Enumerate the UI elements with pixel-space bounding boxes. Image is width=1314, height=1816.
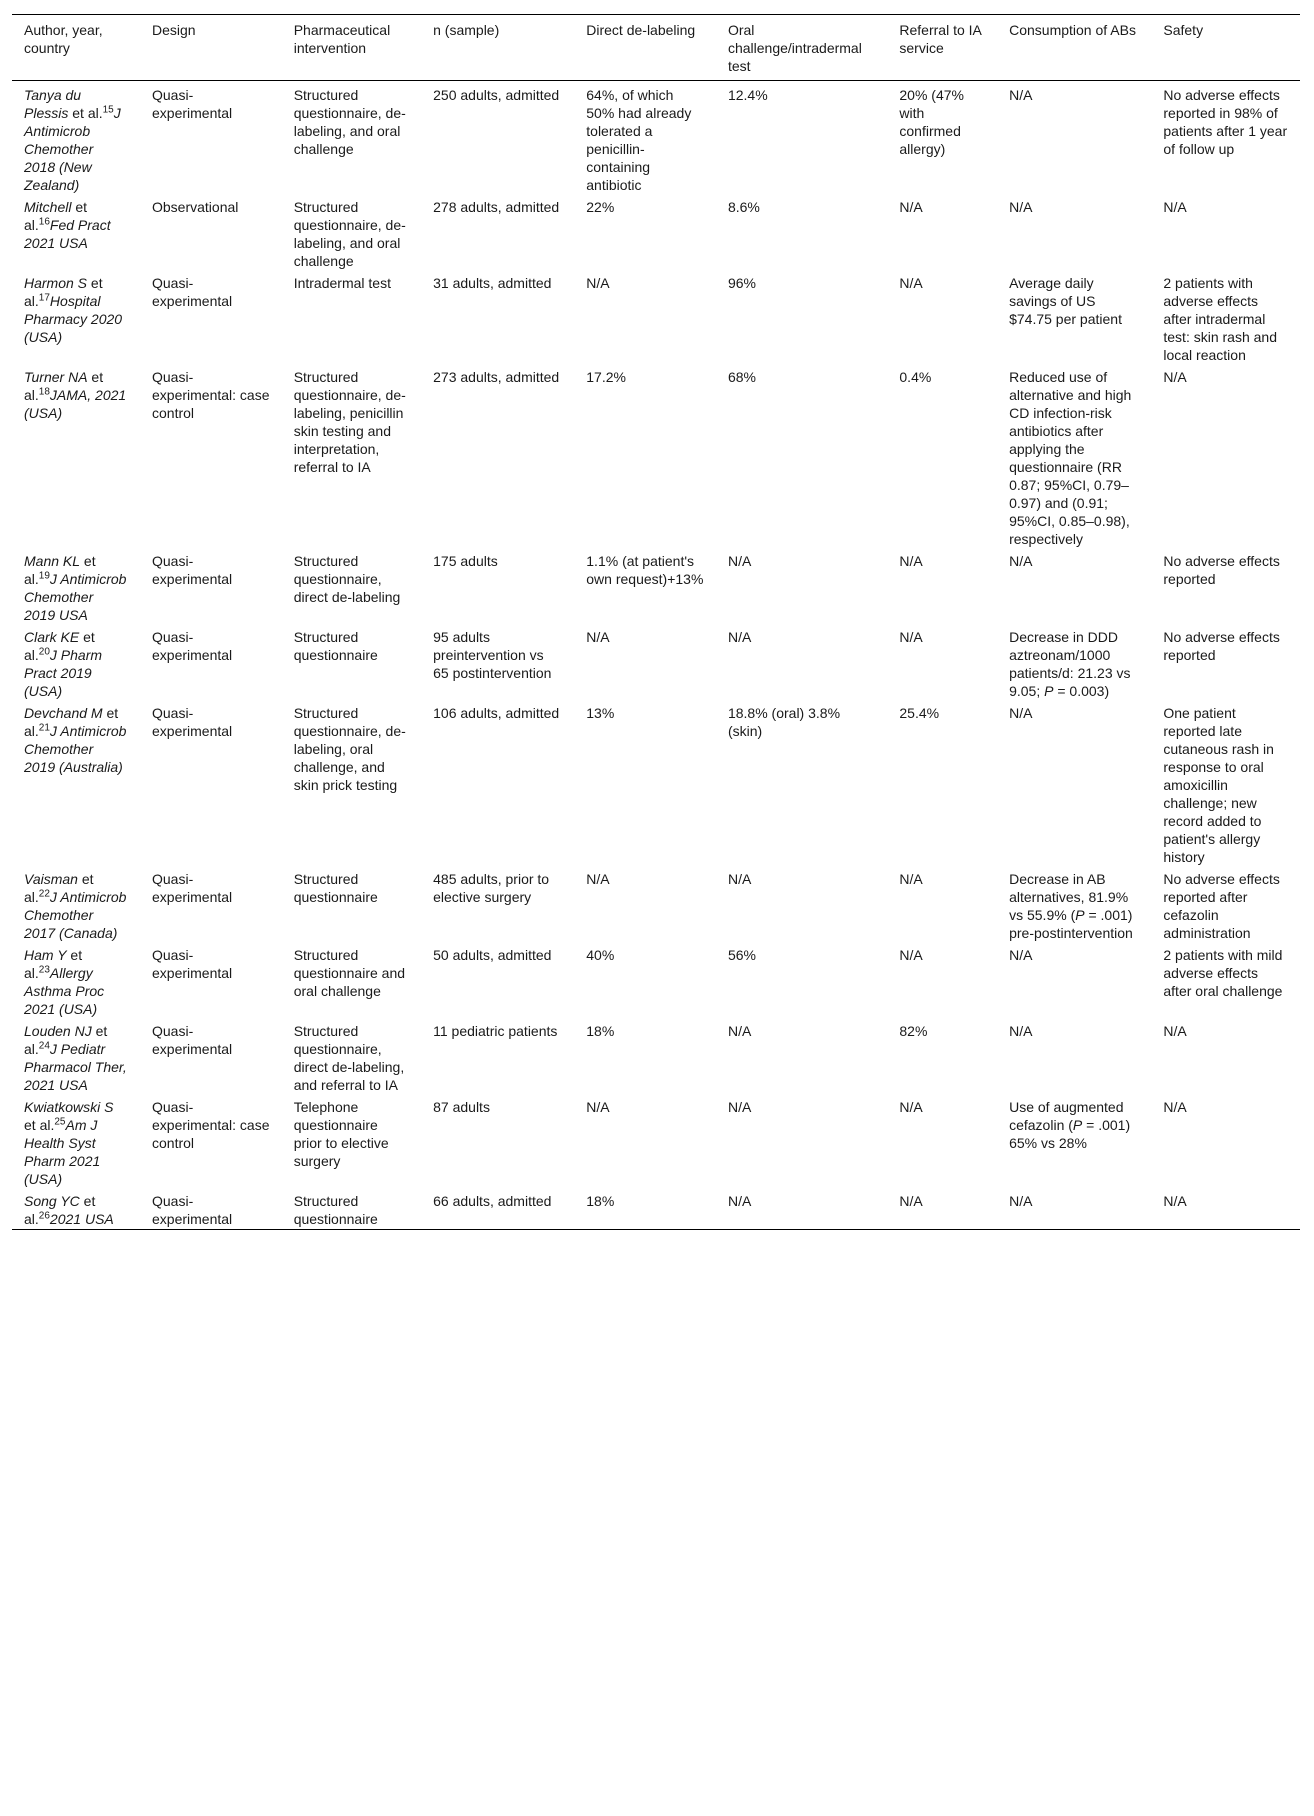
- author-name: Mitchell: [24, 199, 72, 215]
- challenge-cell: 96%: [727, 275, 756, 291]
- consumption-text: Decrease in AB alternatives, 81.9% vs 55.9% (: [1009, 871, 1129, 923]
- safety-cell: N/A: [1163, 1023, 1187, 1039]
- delabeling-cell: 64%, of which 50% had already tolerated a penicillin-containing antibiotic: [586, 87, 692, 193]
- consumption-cell: [997, 867, 1151, 943]
- journal: J Pharm Pract 2019 (USA): [24, 647, 103, 699]
- table-row: [12, 81, 1300, 196]
- referral-cell: N/A: [899, 947, 923, 963]
- table-row: [12, 867, 1300, 943]
- table-row: [12, 271, 1300, 365]
- reference-number: 16: [38, 216, 50, 228]
- delabeling-cell: N/A: [586, 275, 610, 291]
- author-name: Song YC: [24, 1193, 80, 1209]
- intervention-cell: Structured questionnaire: [293, 871, 378, 905]
- consumption-cell: N/A: [1009, 1193, 1033, 1209]
- referral-cell: N/A: [899, 275, 923, 291]
- referral-cell: N/A: [899, 1193, 923, 1209]
- header-intervention: Pharmaceutical intervention: [293, 22, 391, 56]
- journal: 2021 USA: [49, 1211, 114, 1227]
- sample-cell: 87 adults: [433, 1099, 490, 1115]
- intervention-cell: Telephone questionnaire prior to elective surgery: [293, 1099, 389, 1169]
- sample-cell: 250 adults, admitted: [433, 87, 560, 103]
- referral-cell: N/A: [899, 629, 923, 645]
- delabeling-cell: N/A: [586, 1099, 610, 1115]
- consumption-cell: N/A: [1009, 87, 1033, 103]
- consumption-cell: Reduced use of alternative and high CD infection-risk antibiotics after applying the questionnaire (RR 0.87; 95%CI, 0.79–0.97) and (0.91; 95%CI, 0.85–0.98), respectively: [1009, 369, 1132, 547]
- table-row: [12, 549, 1300, 625]
- studies-table: [12, 14, 1300, 1230]
- table-row: [12, 1019, 1300, 1095]
- intervention-cell: Structured questionnaire and oral challenge: [293, 947, 406, 999]
- journal: Hospital Pharmacy 2020 (USA): [24, 293, 123, 345]
- sample-cell: 11 pediatric patients: [433, 1023, 558, 1039]
- table-row: [12, 365, 1300, 549]
- delabeling-cell: N/A: [586, 871, 610, 887]
- header-design: Design: [152, 22, 196, 38]
- header-consumption: Consumption of ABs: [1009, 22, 1136, 38]
- sample-cell: 273 adults, admitted: [433, 369, 560, 385]
- reference-number: 22: [38, 888, 50, 900]
- author-cell: Vaisman et al.$^{22}$J Antimicrob Chemother 2017 (Canada): [24, 871, 127, 941]
- reference-number: 23: [38, 964, 50, 976]
- safety-cell: 2 patients with adverse effects after intradermal test: skin rash and local reaction: [1163, 275, 1277, 363]
- safety-cell: 2 patients with mild adverse effects after oral challenge: [1163, 947, 1283, 999]
- sample-cell: 31 adults, admitted: [433, 275, 552, 291]
- sample-cell: 485 adults, prior to elective surgery: [433, 871, 550, 905]
- safety-cell: N/A: [1163, 369, 1187, 385]
- safety-cell: N/A: [1163, 1193, 1187, 1209]
- sample-cell: 50 adults, admitted: [433, 947, 552, 963]
- consumption-cell: N/A: [1009, 1023, 1033, 1039]
- intervention-cell: Structured questionnaire: [293, 629, 378, 663]
- table-row: [12, 1095, 1300, 1189]
- reference-number: 15: [102, 104, 114, 116]
- design-cell: Observational: [152, 199, 239, 215]
- table-body: [12, 81, 1300, 1230]
- journal: JAMA, 2021 (USA): [24, 387, 127, 421]
- challenge-cell: 12.4%: [727, 87, 768, 103]
- reference-number: 26: [38, 1210, 50, 1222]
- author-name: Kwiatkowski S: [24, 1099, 114, 1115]
- table-row: [12, 943, 1300, 1019]
- safety-cell: No adverse effects reported: [1163, 553, 1280, 587]
- challenge-cell: 68%: [727, 369, 756, 385]
- header-referral: Referral to IA service: [899, 22, 982, 56]
- safety-cell: No adverse effects reported in 98% of patients after 1 year of follow up: [1163, 87, 1288, 157]
- intervention-cell: Structured questionnaire, de-labeling, and oral challenge: [293, 87, 406, 157]
- sample-cell: 106 adults, admitted: [433, 705, 560, 721]
- author-cell: Mann KL et al.$^{19}$J Antimicrob Chemother 2019 USA: [24, 553, 127, 623]
- design-cell: Quasi-experimental: [152, 87, 233, 121]
- intervention-cell: Structured questionnaire: [293, 1193, 378, 1227]
- author-name: Ham Y: [24, 947, 67, 963]
- consumption-cell: [997, 1095, 1151, 1189]
- reference-number: 20: [38, 646, 50, 658]
- design-cell: Quasi-experimental: case control: [152, 369, 270, 421]
- header-row: [12, 15, 1300, 81]
- header-safety: Safety: [1163, 22, 1204, 38]
- referral-cell: N/A: [899, 871, 923, 887]
- referral-cell: 0.4%: [899, 369, 932, 385]
- referral-cell: 82%: [899, 1023, 928, 1039]
- referral-cell: N/A: [899, 1099, 923, 1115]
- safety-cell: No adverse effects reported: [1163, 629, 1280, 663]
- sample-cell: 95 adults preintervention vs 65 postintervention: [433, 629, 552, 681]
- design-cell: Quasi-experimental: case control: [152, 1099, 270, 1151]
- challenge-cell: 8.6%: [727, 199, 760, 215]
- delabeling-cell: 17.2%: [586, 369, 626, 385]
- consumption-cell: N/A: [1009, 553, 1033, 569]
- challenge-cell: N/A: [727, 553, 752, 569]
- author-cell: Devchand M et al.$^{21}$J Antimicrob Chemother 2019 (Australia): [24, 705, 127, 775]
- reference-number: 21: [38, 722, 50, 734]
- delabeling-cell: 40%: [586, 947, 615, 963]
- author-name: Louden NJ: [24, 1023, 92, 1039]
- author-cell: Tanya du Plessis et al.$^{15}$J Antimicrob Chemother 2018 (New Zealand): [24, 87, 121, 193]
- consumption-text: = .001) pre-postintervention: [1009, 907, 1133, 941]
- consumption-cell: N/A: [1009, 947, 1033, 963]
- safety-cell: N/A: [1163, 199, 1187, 215]
- reference-number: 19: [38, 570, 50, 582]
- challenge-cell: N/A: [727, 1023, 752, 1039]
- delabeling-cell: 22%: [586, 199, 615, 215]
- journal: J Pediatr Pharmacol Ther, 2021 USA: [24, 1041, 127, 1093]
- table-row: [12, 701, 1300, 867]
- consumption-cell: N/A: [1009, 199, 1033, 215]
- design-cell: Quasi-experimental: [152, 1023, 233, 1057]
- intervention-cell: Structured questionnaire, de-labeling, penicillin skin testing and interpretation, referral to IA: [293, 369, 406, 475]
- header-challenge: Oral challenge/intradermal test: [727, 22, 862, 74]
- intervention-cell: Structured questionnaire, direct de-labeling, and referral to IA: [293, 1023, 405, 1093]
- table-row: [12, 625, 1300, 701]
- challenge-cell: 18.8% (oral) 3.8% (skin): [727, 705, 841, 739]
- header-sample: n (sample): [433, 22, 500, 38]
- design-cell: Quasi-experimental: [152, 871, 233, 905]
- table-row: [12, 195, 1300, 271]
- challenge-cell: N/A: [727, 1193, 752, 1209]
- header-author: Author, year, country: [24, 22, 103, 56]
- sample-cell: 66 adults, admitted: [433, 1193, 552, 1209]
- author-cell: Clark KE et al.$^{20}$J Pharm Pract 2019 (USA): [24, 629, 103, 699]
- reference-number: 17: [38, 292, 50, 304]
- reference-number: 24: [38, 1040, 50, 1052]
- author-name: Turner NA: [24, 369, 88, 385]
- author-name: Devchand M: [24, 705, 103, 721]
- p-value-label: P: [1072, 1117, 1083, 1133]
- consumption-cell: N/A: [1009, 705, 1033, 721]
- author-cell: Louden NJ et al.$^{24}$J Pediatr Pharmacol Ther, 2021 USA: [24, 1023, 127, 1093]
- delabeling-cell: 1.1% (at patient's own request)+13%: [586, 553, 704, 587]
- author-cell: Mitchell et al.$^{16}$Fed Pract 2021 USA: [24, 199, 111, 251]
- journal: J Antimicrob Chemother 2018 (New Zealand): [24, 105, 121, 193]
- consumption-cell: Average daily savings of US $74.75 per patient: [1009, 275, 1122, 327]
- challenge-cell: 56%: [727, 947, 756, 963]
- safety-cell: N/A: [1163, 1099, 1187, 1115]
- sample-cell: 278 adults, admitted: [433, 199, 560, 215]
- p-value-label: P: [1075, 907, 1085, 923]
- journal: Am J Health Syst Pharm 2021 (USA): [24, 1117, 101, 1187]
- author-name: Harmon S: [24, 275, 88, 291]
- reference-number: 25: [54, 1116, 66, 1128]
- author-name: Clark KE: [24, 629, 80, 645]
- author-cell: Harmon S et al.$^{17}$Hospital Pharmacy 2020 (USA): [24, 275, 123, 345]
- consumption-text: Use of augmented cefazolin (: [1009, 1099, 1124, 1133]
- safety-cell: No adverse effects reported after cefazolin administration: [1163, 871, 1280, 941]
- challenge-cell: N/A: [727, 629, 752, 645]
- journal: J Antimicrob Chemother 2019 (Australia): [24, 723, 127, 775]
- intervention-cell: Structured questionnaire, de-labeling, and oral challenge: [293, 199, 406, 269]
- intervention-cell: Structured questionnaire, direct de-labeling: [293, 553, 401, 605]
- intervention-cell: Intradermal test: [293, 275, 391, 291]
- challenge-cell: N/A: [727, 1099, 752, 1115]
- author-name: Vaisman: [24, 871, 78, 887]
- consumption-cell: [997, 625, 1151, 701]
- intervention-cell: Structured questionnaire, de-labeling, oral challenge, and skin prick testing: [293, 705, 406, 793]
- author-name: Tanya du Plessis: [24, 87, 82, 121]
- delabeling-cell: 18%: [586, 1193, 615, 1209]
- consumption-text: = 0.003): [1053, 683, 1110, 699]
- referral-cell: N/A: [899, 553, 923, 569]
- journal: J Antimicrob Chemother 2017 (Canada): [24, 889, 127, 941]
- table-row: [12, 1189, 1300, 1230]
- design-cell: Quasi-experimental: [152, 275, 233, 309]
- design-cell: Quasi-experimental: [152, 629, 233, 663]
- delabeling-cell: N/A: [586, 629, 610, 645]
- author-name: Mann KL: [24, 553, 81, 569]
- author-cell: Turner NA et al.$^{18}$JAMA, 2021 (USA): [24, 369, 127, 421]
- journal: J Antimicrob Chemother 2019 USA: [24, 571, 127, 623]
- design-cell: Quasi-experimental: [152, 1193, 233, 1227]
- header-delabeling: Direct de-labeling: [586, 22, 696, 38]
- challenge-cell: N/A: [727, 871, 752, 887]
- author-cell: Ham Y et al.$^{23}$Allergy Asthma Proc 2021 (USA): [24, 947, 105, 1017]
- delabeling-cell: 18%: [586, 1023, 615, 1039]
- safety-cell: One patient reported late cutaneous rash in response to oral amoxicillin challenge; new record added to patient's allergy history: [1163, 705, 1274, 865]
- referral-cell: N/A: [899, 199, 923, 215]
- consumption-text: Decrease in DDD aztreonam/1000 patients/d: 21.23 vs 9.05;: [1009, 629, 1131, 699]
- design-cell: Quasi-experimental: [152, 705, 233, 739]
- author-cell: Song YC et al.$^{26}$2021 USA: [24, 1193, 114, 1227]
- referral-cell: 20% (47% with confirmed allergy): [899, 87, 964, 157]
- p-value-label: P: [1044, 683, 1054, 699]
- sample-cell: 175 adults: [433, 553, 498, 569]
- consumption-text: = .001) 65% vs 28%: [1009, 1117, 1131, 1151]
- delabeling-cell: 13%: [586, 705, 615, 721]
- design-cell: Quasi-experimental: [152, 947, 233, 981]
- journal: Allergy Asthma Proc 2021 (USA): [24, 965, 105, 1017]
- reference-number: 18: [38, 386, 50, 398]
- journal: Fed Pract 2021 USA: [24, 217, 111, 251]
- design-cell: Quasi-experimental: [152, 553, 233, 587]
- referral-cell: 25.4%: [899, 705, 940, 721]
- author-cell: Kwiatkowski S et al.$^{25}$Am J Health Syst Pharm 2021 (USA): [24, 1099, 114, 1187]
- table-header: [12, 15, 1300, 81]
